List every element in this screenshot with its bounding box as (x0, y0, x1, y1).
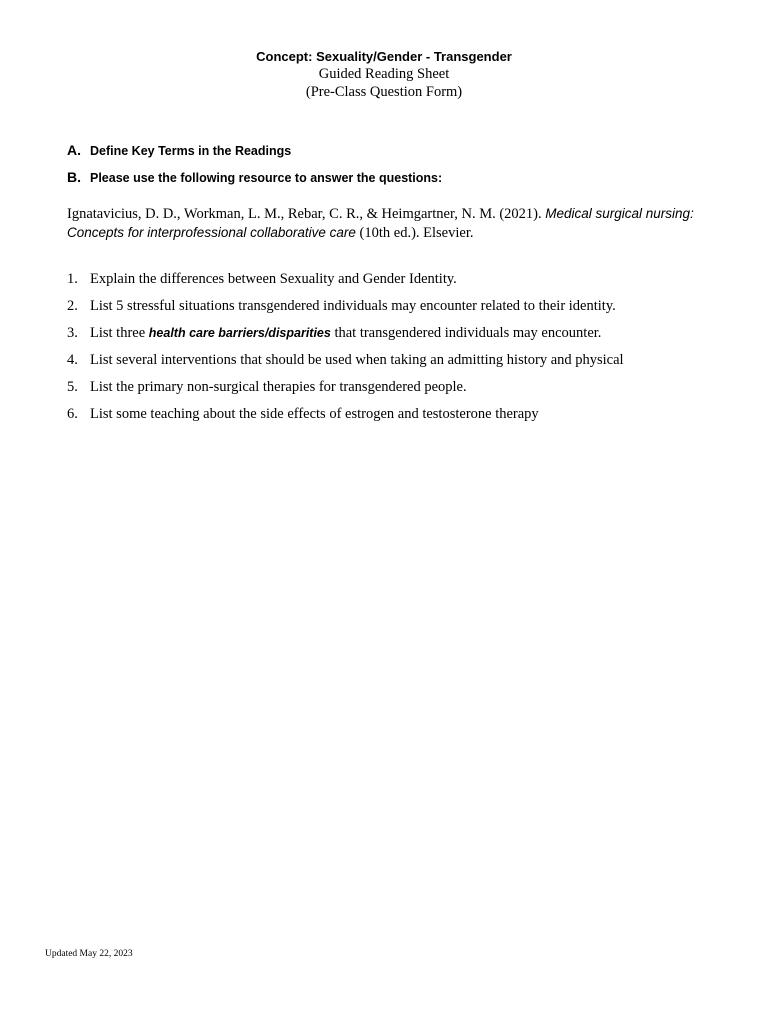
updated-date-footer: Updated May 22, 2023 (45, 949, 133, 959)
section-a-text: Define Key Terms in the Readings (90, 144, 292, 158)
question-number: 4. (67, 352, 78, 368)
citation-book-title: Medical surgical nursing: Concepts for interprofessional collaborative care (67, 206, 694, 240)
question-number: 2. (67, 298, 78, 314)
question-item (67, 405, 707, 432)
question-text-post: that transgendered individuals may encounter. (330, 325, 602, 341)
question-item (67, 297, 707, 324)
citation-authors: Ignatavicius, D. D., Workman, L. M., Rebar, C. R., & Heimgartner, N. M. (2021). (67, 206, 546, 222)
question-number: 3. (67, 325, 78, 341)
page-subtitle-form: (Pre-Class Question Form) (305, 84, 463, 100)
question-item (67, 324, 707, 351)
question-text: Explain the differences between Sexuality and Gender Identity. (90, 271, 457, 287)
question-number: 5. (67, 379, 78, 395)
question-item (67, 351, 707, 378)
question-text: List the primary non-surgical therapies for transgendered people. (90, 379, 467, 395)
citation-edition: (10th ed.). Elsevier. (355, 224, 474, 241)
question-text: List some teaching about the side effects of estrogen and testosterone therapy (90, 406, 539, 422)
question-item (67, 270, 707, 297)
reference-citation (67, 205, 707, 242)
question-emphasis: health care barriers/disparities (148, 326, 331, 340)
question-number: 6. (67, 406, 78, 422)
section-b-heading (67, 169, 442, 186)
section-a-heading (67, 142, 291, 159)
question-item (67, 378, 707, 405)
question-text-pre: List three (90, 325, 149, 341)
question-text: List several interventions that should be used when taking an admitting history and physical (90, 352, 624, 368)
question-list (67, 270, 707, 432)
section-b-text: Please use the following resource to answer the questions: (90, 171, 443, 185)
section-b-letter: B. (67, 169, 81, 185)
question-text: List 5 stressful situations transgendered individuals may encounter related to their identity. (90, 298, 616, 314)
page-subtitle: Guided Reading Sheet (318, 66, 450, 82)
page-title: Concept: Sexuality/Gender - Transgender (256, 49, 512, 64)
question-number: 1. (67, 271, 78, 287)
section-a-letter: A. (67, 142, 81, 158)
